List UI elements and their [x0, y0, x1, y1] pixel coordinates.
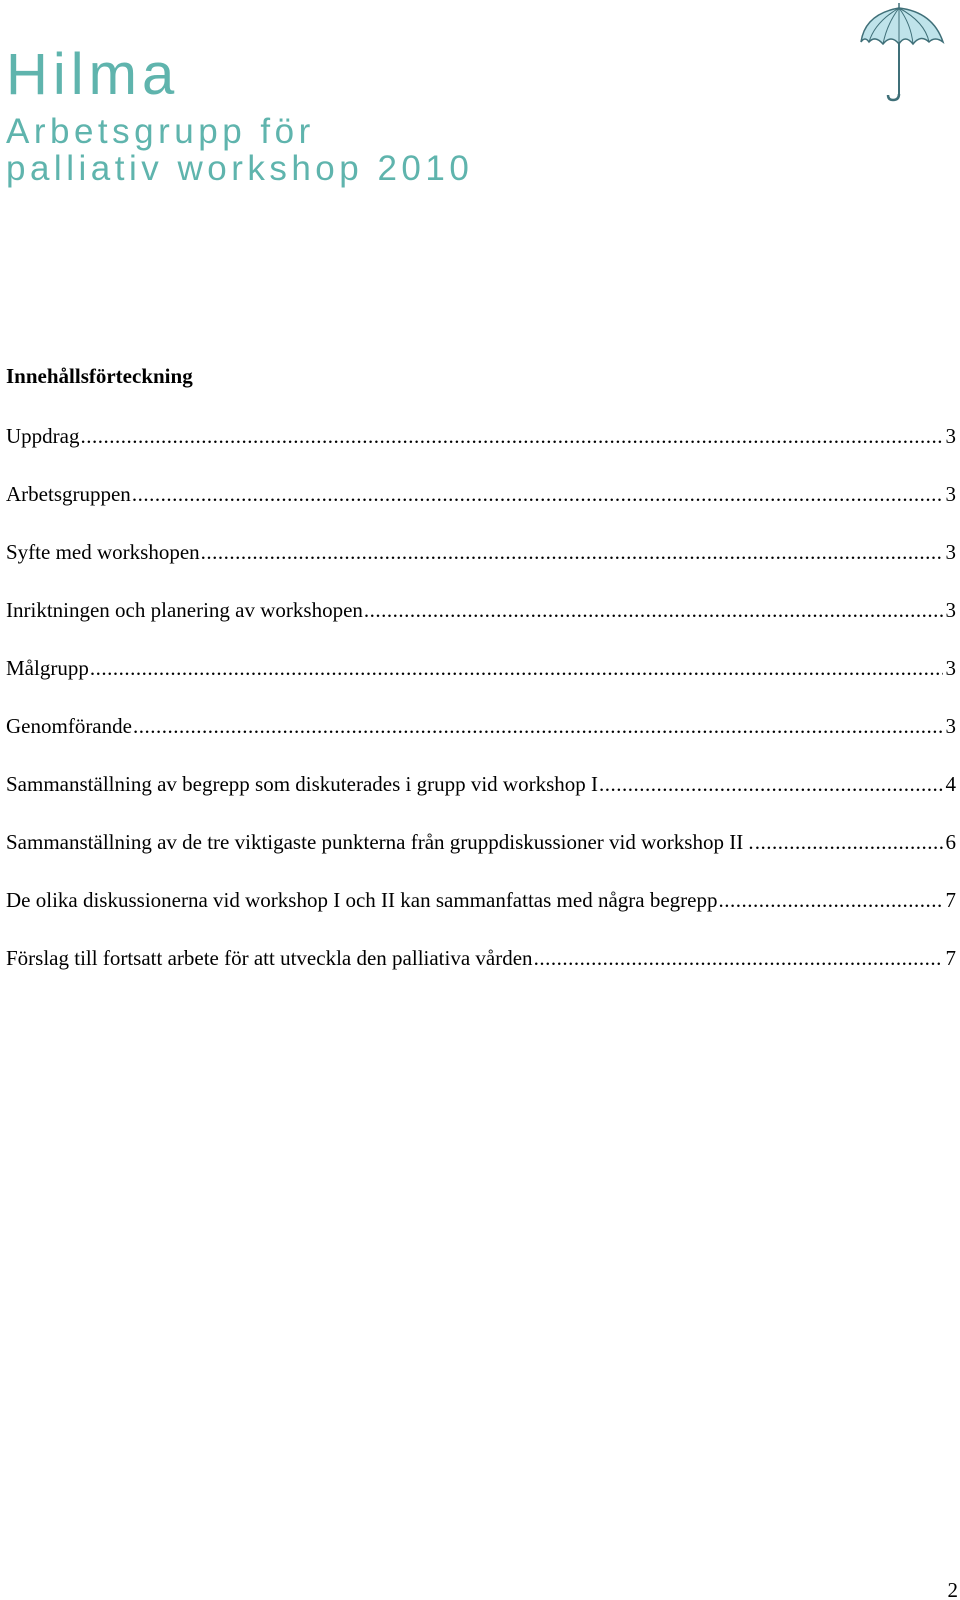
toc-entry-page: 7: [945, 888, 956, 912]
document-title: Hilma: [6, 42, 180, 107]
toc-entry-page: 3: [945, 540, 956, 564]
toc-entry-page: 3: [945, 598, 956, 622]
page-number: 2: [947, 1578, 958, 1600]
toc-entry-page: 3: [945, 714, 956, 738]
toc-entry-genomforande[interactable]: [6, 714, 956, 772]
toc-entry-sammanstallning-begrepp[interactable]: [6, 772, 956, 830]
toc-dot-leader: [132, 482, 943, 507]
toc-entry-label: Sammanställning av de tre viktigaste punkterna från gruppdiskussioner vid workshop II .: [6, 830, 754, 854]
toc-entry-label: Förslag till fortsatt arbete för att utveckla den palliativa vården: [6, 946, 533, 970]
toc-dot-leader: [201, 540, 943, 565]
toc-entry-label: Inriktningen och planering av workshopen: [6, 598, 363, 622]
document-subtitle: [6, 113, 473, 187]
umbrella-icon: [855, 2, 951, 102]
toc-entry-diskussionerna[interactable]: [6, 888, 956, 946]
toc-entry-page: 3: [945, 482, 956, 506]
toc-entry-uppdrag[interactable]: [6, 424, 956, 482]
toc-entry-label: De olika diskussionerna vid workshop I och II kan sammanfattas med några begrepp: [6, 888, 718, 912]
toc-dot-leader: [534, 946, 943, 971]
toc-dot-leader: [80, 424, 942, 449]
toc-entry-page: 4: [945, 772, 956, 796]
toc-dot-leader: [599, 772, 943, 797]
toc-entry-inriktningen[interactable]: [6, 598, 956, 656]
toc-entry-page: 7: [945, 946, 956, 970]
toc-heading: Innehållsförteckning: [6, 364, 193, 388]
toc-entry-label: Genomförande: [6, 714, 132, 738]
toc-dot-leader: [718, 888, 942, 913]
toc-entry-arbetsgruppen[interactable]: [6, 482, 956, 540]
toc-entry-label: Målgrupp: [6, 656, 89, 680]
toc-dot-leader: [133, 714, 943, 739]
toc-entry-syfte[interactable]: [6, 540, 956, 598]
toc-entry-label: Syfte med workshopen: [6, 540, 200, 564]
toc-entry-sammanstallning-punkter[interactable]: [6, 830, 956, 888]
toc-entry-page: 3: [945, 424, 956, 448]
subtitle-line-1: Arbetsgrupp för: [6, 112, 315, 151]
toc-dot-leader: [755, 830, 943, 855]
toc-entry-label: Sammanställning av begrepp som diskuterades i grupp vid workshop I: [6, 772, 598, 796]
toc-entry-malgrupp[interactable]: [6, 656, 956, 714]
toc-entry-page: 6: [945, 830, 956, 854]
toc-entry-label: Arbetsgruppen: [6, 482, 131, 506]
toc-dot-leader: [364, 598, 943, 623]
toc-entry-forslag[interactable]: [6, 946, 956, 1004]
toc-entry-label: Uppdrag: [6, 424, 80, 448]
table-of-contents: [6, 424, 956, 1004]
toc-entry-page: 3: [945, 656, 956, 680]
toc-dot-leader: [90, 656, 943, 681]
subtitle-line-2: palliativ workshop 2010: [6, 149, 474, 188]
